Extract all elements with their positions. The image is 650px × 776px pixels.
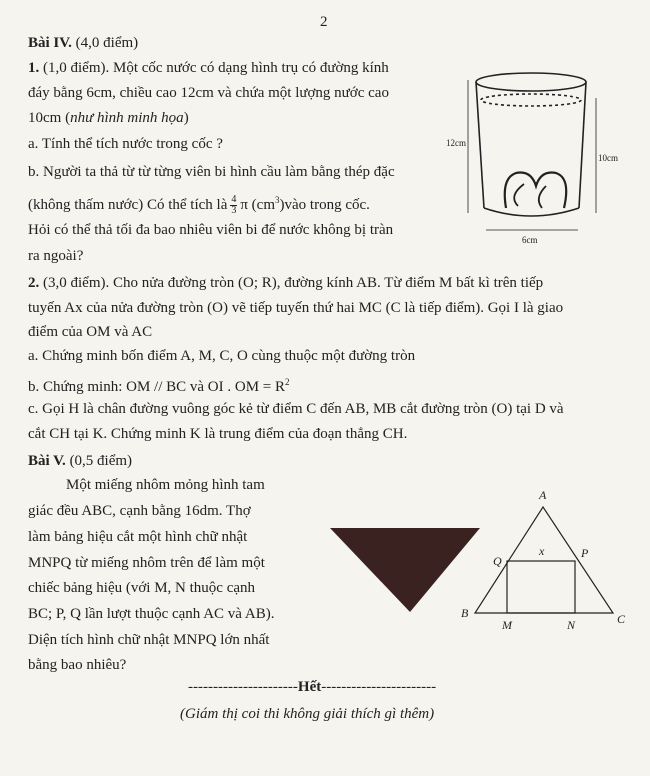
- q1-part-b-line3: Hỏi có thể thả tối đa bao nhiêu viên bi để nước không bị tràn: [28, 222, 394, 238]
- end-dashes-left: ----------------------: [188, 679, 298, 695]
- label-p: P: [581, 546, 589, 560]
- label-a: A: [539, 488, 547, 502]
- frac-denominator: 3: [231, 205, 237, 217]
- bai5-heading: [28, 450, 132, 472]
- q1-number: 1.: [28, 60, 40, 76]
- q1-line3: [28, 107, 189, 129]
- q2-line1: [28, 272, 543, 294]
- bai5-title: Bài V.: [28, 453, 66, 469]
- q1-line3-c: ): [183, 110, 189, 126]
- ball-shape: [505, 173, 566, 208]
- q2-line1-text: (3,0 điểm). Cho nửa đường tròn (O; R), đường kính AB. Từ điểm M bất kì trên tiếp: [43, 275, 544, 291]
- q1-part-b-line4: ra ngoài?: [28, 248, 84, 264]
- ball-detail: [539, 186, 546, 208]
- bai5-line: chiếc bảng hiệu (với M, N thuộc cạnh: [28, 580, 256, 596]
- q2-line3: điểm của OM và AC: [28, 324, 153, 340]
- end-marker: [188, 679, 436, 696]
- cup-left-wall: [476, 82, 484, 208]
- end-dashes-right: -----------------------: [321, 679, 437, 695]
- height-label: 12cm: [446, 138, 466, 148]
- proctor-note: (Giám thị coi thi không giải thích gì thêm): [180, 706, 435, 722]
- page-number: 2: [320, 14, 328, 30]
- fraction-four-thirds: [230, 195, 237, 216]
- bai5-line: BC; P, Q lần lượt thuộc cạnh AC và AB).: [28, 606, 275, 622]
- q2-part-b: [28, 371, 290, 398]
- q1-line3-italic: như hình minh họa: [70, 110, 184, 126]
- bai4-points: (4,0 điểm): [75, 35, 139, 51]
- q1-part-b-line1: b. Người ta thả từ từ từng viên bi hình cầu làm bằng thép đặc: [28, 164, 395, 180]
- bai5-line: giác đều ABC, cạnh bằng 16dm. Thợ: [28, 503, 251, 519]
- label-x: x: [539, 544, 545, 558]
- q2-number: 2.: [28, 275, 40, 291]
- q1-line1-text: (1,0 điểm). Một cốc nước có dạng hình trụ có đường kính: [43, 60, 389, 76]
- label-c: C: [617, 612, 626, 626]
- bai5-line: bằng bao nhiêu?: [28, 657, 127, 673]
- q1-b2-a: (không thấm nước) Có thể tích là: [28, 197, 228, 213]
- q2-line2: tuyến Ax của nửa đường tròn (O) vẽ tiếp tuyến thứ hai MC (C là tiếp điểm). Gọi I là giao: [28, 300, 564, 316]
- q2-part-c-line2: cắt CH tại K. Chứng minh K là trung điểm của đoạn thẳng CH.: [28, 426, 408, 442]
- q1-b2-b: π (cm: [240, 197, 276, 213]
- bai5-line: Diện tích hình chữ nhật MNPQ lớn nhất: [28, 632, 270, 648]
- frac-numerator: 4: [231, 194, 237, 206]
- triangle-abc-figure: [455, 485, 645, 640]
- q1-line1: [28, 57, 389, 79]
- q2-part-c-line1: c. Gọi H là chân đường vuông góc kẻ từ điểm C đến AB, MB cắt đường tròn (O) tại D và: [28, 401, 564, 417]
- q1-line2: đáy bằng 6cm, chiều cao 12cm và chứa một lượng nước cao: [28, 85, 389, 101]
- q1-part-a: a. Tính thể tích nước trong cốc ?: [28, 136, 223, 152]
- cup-figure: [446, 58, 636, 248]
- water-surface: [481, 94, 581, 106]
- rectangle-mnpq: [507, 561, 575, 613]
- label-q: Q: [493, 554, 502, 568]
- q1-b2-c: )vào trong cốc.: [279, 197, 370, 213]
- ball-detail: [514, 184, 524, 206]
- water-height-label: 10cm: [598, 153, 618, 163]
- q2-b-text: b. Chứng minh: OM // BC và OI . OM = R: [28, 379, 286, 395]
- bai5-points: (0,5 điểm): [69, 453, 133, 469]
- bai4-heading: [28, 32, 138, 54]
- q1-part-b-line2: [28, 189, 370, 216]
- end-word: Hết: [297, 679, 322, 695]
- bai4-title: Bài IV.: [28, 35, 72, 51]
- q2-part-a: a. Chứng minh bốn điểm A, M, C, O cùng thuộc một đường tròn: [28, 348, 416, 364]
- label-m: M: [502, 618, 512, 632]
- q2-b-sup: 2: [285, 377, 290, 387]
- q1-b2-sup: 3: [275, 195, 280, 205]
- bai5-line: làm bảng hiệu cắt một hình chữ nhật: [28, 529, 248, 545]
- cup-top-rim: [476, 73, 586, 91]
- diameter-label: 6cm: [522, 235, 538, 245]
- bai5-line: Một miếng nhôm mỏng hình tam: [66, 477, 265, 493]
- q1-line3-a: 10cm (: [28, 110, 71, 126]
- label-b: B: [461, 606, 469, 620]
- label-n: N: [567, 618, 576, 632]
- bai5-line: MNPQ từ miếng nhôm trên để làm một: [28, 555, 265, 571]
- cup-bottom: [484, 208, 579, 216]
